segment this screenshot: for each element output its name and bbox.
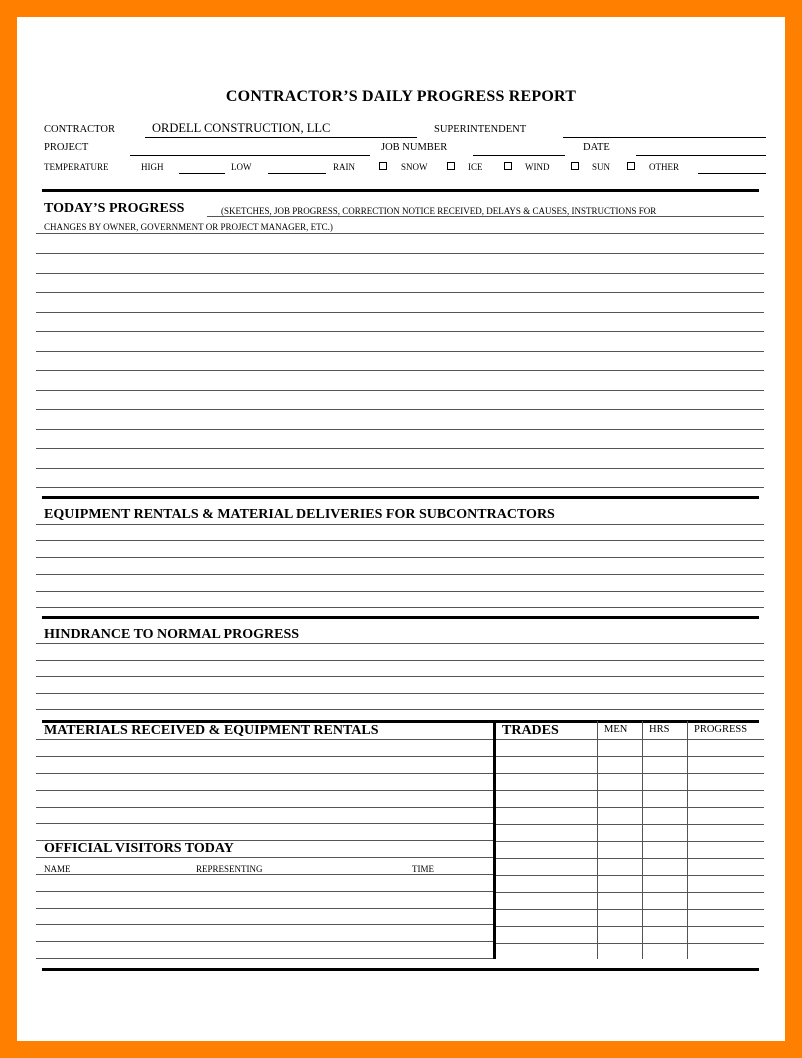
ruled-line[interactable] (36, 253, 764, 254)
ruled-line[interactable] (496, 773, 764, 774)
other-field-line[interactable] (698, 173, 766, 174)
ruled-line[interactable] (496, 807, 764, 808)
ruled-line[interactable] (36, 941, 493, 942)
other-label: OTHER (649, 162, 679, 172)
date-field-line[interactable] (636, 155, 766, 156)
todays-progress-note-line2: CHANGES BY OWNER, GOVERNMENT OR PROJECT MANAGER, ETC.) (44, 222, 333, 232)
ruled-line[interactable] (36, 773, 493, 774)
job-number-field-line[interactable] (473, 155, 565, 156)
ruled-line[interactable] (36, 292, 764, 293)
ruled-line[interactable] (36, 607, 764, 608)
contractor-label: CONTRACTOR (44, 124, 115, 135)
ruled-line[interactable] (36, 351, 764, 352)
ruled-line[interactable] (36, 908, 493, 909)
ruled-line[interactable] (36, 429, 764, 430)
visitor-name-label: NAME (44, 864, 71, 874)
snow-label: SNOW (401, 162, 428, 172)
ruled-line[interactable] (496, 875, 764, 876)
ruled-line[interactable] (36, 891, 493, 892)
ruled-line[interactable] (36, 448, 764, 449)
ruled-line[interactable] (36, 693, 764, 694)
low-field-line[interactable] (268, 173, 326, 174)
trades-column-header: TRADES (502, 723, 559, 738)
ruled-line[interactable] (36, 790, 493, 791)
high-field-line[interactable] (179, 173, 225, 174)
section-divider (42, 189, 759, 192)
ruled-line[interactable] (496, 841, 764, 842)
temperature-label: TEMPERATURE (44, 162, 109, 172)
high-label: HIGH (141, 162, 164, 172)
bottom-divider (42, 968, 759, 971)
contractor-field-line (145, 137, 417, 138)
ice-label: ICE (468, 162, 483, 172)
ruled-line[interactable] (496, 756, 764, 757)
ruled-line[interactable] (496, 858, 764, 859)
ruled-line[interactable] (36, 409, 764, 410)
date-label: DATE (583, 142, 610, 153)
ruled-line[interactable] (36, 924, 493, 925)
ruled-line[interactable] (496, 926, 764, 927)
ruled-line[interactable] (36, 709, 764, 710)
ruled-line[interactable] (36, 331, 764, 332)
ruled-line[interactable] (36, 591, 764, 592)
ruled-line[interactable] (36, 487, 764, 488)
ruled-line[interactable] (36, 524, 764, 525)
snow-checkbox[interactable] (447, 162, 455, 170)
ruled-line[interactable] (36, 857, 493, 858)
visitors-heading: OFFICIAL VISITORS TODAY (44, 841, 234, 856)
contractor-value[interactable]: ORDELL CONSTRUCTION, LLC (152, 121, 331, 135)
ruled-line[interactable] (36, 660, 764, 661)
ruled-line[interactable] (36, 574, 764, 575)
ruled-line[interactable] (496, 943, 764, 944)
note-underline (207, 216, 764, 217)
wind-label: WIND (525, 162, 550, 172)
wind-checkbox[interactable] (571, 162, 579, 170)
rain-checkbox[interactable] (379, 162, 387, 170)
low-label: LOW (231, 162, 252, 172)
section-divider (42, 616, 759, 619)
visitor-time-label: TIME (412, 864, 434, 874)
ruled-line[interactable] (36, 557, 764, 558)
ruled-line[interactable] (36, 390, 764, 391)
ruled-line[interactable] (36, 273, 764, 274)
ruled-line[interactable] (36, 958, 493, 959)
ruled-line[interactable] (36, 312, 764, 313)
ruled-line[interactable] (36, 540, 764, 541)
project-field-line[interactable] (130, 155, 370, 156)
ruled-line[interactable] (496, 824, 764, 825)
report-title: CONTRACTOR’S DAILY PROGRESS REPORT (225, 88, 577, 105)
progress-column-header: PROGRESS (694, 724, 748, 735)
project-label: PROJECT (44, 142, 89, 153)
visitor-representing-label: REPRESENTING (196, 864, 263, 874)
hrs-column-header: HRS (649, 724, 670, 735)
equipment-heading: EQUIPMENT RENTALS & MATERIAL DELIVERIES FOR SUBCONTRACTORS (44, 507, 555, 522)
rain-label: RAIN (333, 162, 355, 172)
ruled-line[interactable] (36, 643, 764, 644)
superintendent-field-line[interactable] (563, 137, 766, 138)
ruled-line[interactable] (36, 807, 493, 808)
todays-progress-note-line1: (SKETCHES, JOB PROGRESS, CORRECTION NOTICE RECEIVED, DELAYS & CAUSES, INSTRUCTIONS FOR (221, 206, 657, 216)
ruled-line[interactable] (496, 892, 764, 893)
ruled-line[interactable] (36, 756, 493, 757)
superintendent-label: SUPERINTENDENT (434, 124, 527, 135)
report-page (17, 17, 785, 1041)
ruled-line[interactable] (36, 233, 764, 234)
ruled-line[interactable] (36, 823, 493, 824)
ice-checkbox[interactable] (504, 162, 512, 170)
section-divider (42, 496, 759, 499)
ruled-line[interactable] (496, 909, 764, 910)
todays-progress-heading: TODAY’S PROGRESS (44, 201, 185, 216)
ruled-line[interactable] (36, 874, 493, 875)
ruled-line[interactable] (36, 370, 764, 371)
ruled-line[interactable] (36, 468, 764, 469)
men-column-header: MEN (604, 724, 628, 735)
hindrance-heading: HINDRANCE TO NORMAL PROGRESS (44, 627, 300, 642)
materials-heading: MATERIALS RECEIVED & EQUIPMENT RENTALS (44, 723, 379, 738)
sun-label: SUN (592, 162, 611, 172)
job-number-label: JOB NUMBER (381, 142, 448, 153)
ruled-line[interactable] (496, 790, 764, 791)
ruled-line[interactable] (36, 676, 764, 677)
ruled-line[interactable] (496, 739, 764, 740)
ruled-line[interactable] (36, 739, 493, 740)
sun-checkbox[interactable] (627, 162, 635, 170)
